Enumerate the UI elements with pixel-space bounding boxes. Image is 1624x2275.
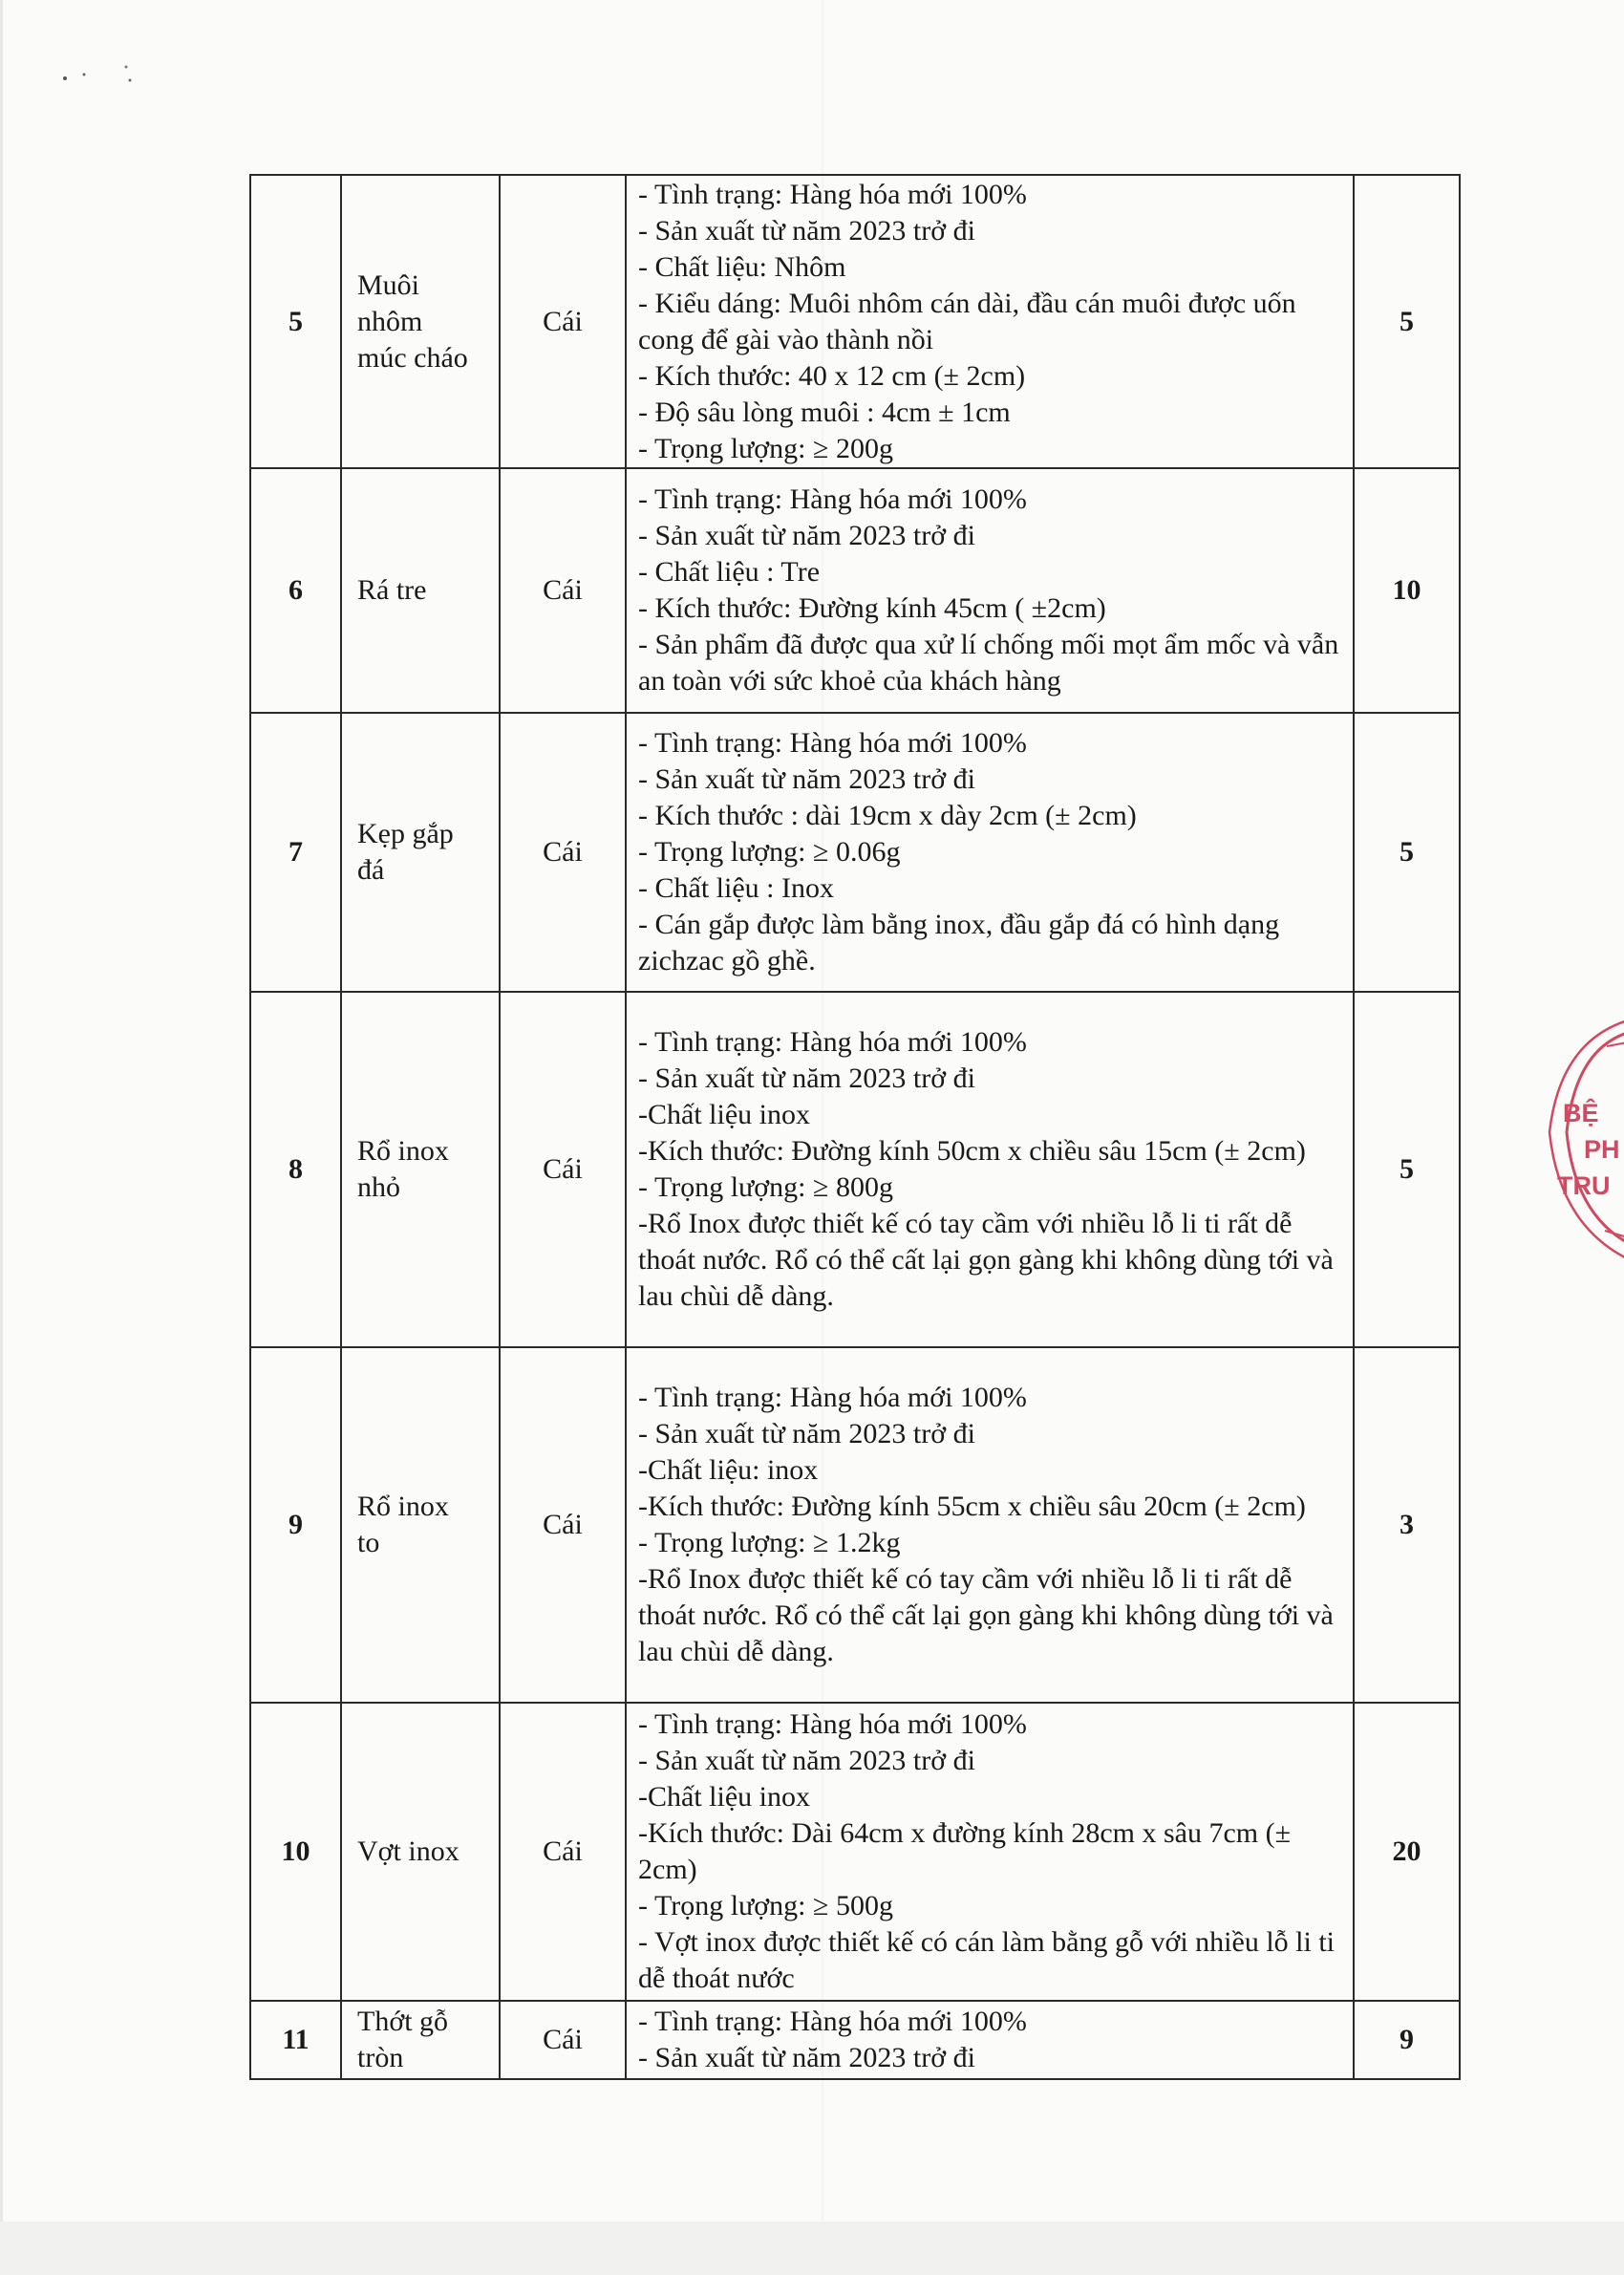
- spec-line: - Kích thước: Đường kính 45cm ( ±2cm): [638, 592, 1106, 624]
- spec-line: - Tình trạng: Hàng hóa mới 100%: [638, 1708, 1027, 1740]
- spec-line: -Kích thước: Đường kính 50cm x chiều sâu 15cm (± 2cm): [638, 1135, 1306, 1167]
- item-quantity: 5: [1354, 175, 1460, 468]
- spec-line: - Sản xuất từ năm 2023 trở đi: [638, 520, 975, 551]
- spec-line: - Trọng lượng: ≥ 800g: [638, 1171, 893, 1203]
- table-row: [250, 1703, 1460, 2001]
- spec-line: -Kích thước: Dài 64cm x đường kính 28cm x sâu 7cm (± 2cm): [638, 1817, 1292, 1885]
- item-name: [341, 468, 500, 713]
- spec-line: - Tình trạng: Hàng hóa mới 100%: [638, 2006, 1027, 2037]
- item-name-line: múc cháo: [357, 341, 468, 374]
- spec-line: - Kiểu dáng: Muôi nhôm cán dài, đầu cán muôi được uốn cong để gài vào thành nồi: [638, 287, 1296, 355]
- spec-table: [249, 174, 1461, 2080]
- spec-line: - Chất liệu : Inox: [638, 872, 834, 904]
- spec-line: - Trọng lượng: ≥ 500g: [638, 1890, 893, 1921]
- spec-line: - Tình trạng: Hàng hóa mới 100%: [638, 178, 1027, 210]
- item-quantity: 9: [1354, 2001, 1460, 2079]
- row-number: 9: [250, 1347, 341, 1703]
- item-name-line: to: [357, 1527, 380, 1558]
- row-number: 8: [250, 992, 341, 1347]
- spec-line: - Tình trạng: Hàng hóa mới 100%: [638, 483, 1027, 515]
- table-row: [250, 468, 1460, 713]
- item-spec: [626, 2001, 1354, 2079]
- item-unit: Cái: [500, 713, 626, 992]
- spec-line: - Sản xuất từ năm 2023 trở đi: [638, 1418, 975, 1449]
- spec-line: - Tình trạng: Hàng hóa mới 100%: [638, 1382, 1027, 1413]
- item-unit: Cái: [500, 1347, 626, 1703]
- row-number: 11: [250, 2001, 341, 2079]
- stamp-text-line: PH: [1584, 1135, 1620, 1164]
- spec-line: - Sản xuất từ năm 2023 trở đi: [638, 763, 975, 795]
- spec-line: - Sản phẩm đã được qua xử lí chống mối mọt ẩm mốc và vẫn an toàn với sức khoẻ của khách hàng: [638, 629, 1339, 697]
- spec-line: - Chất liệu : Tre: [638, 556, 821, 588]
- spec-line: - Sản xuất từ năm 2023 trở đi: [638, 1745, 975, 1776]
- spec-line: - Vợt inox được thiết kế có cán làm bằng gỗ với nhiều lỗ li ti dễ thoát nước: [638, 1926, 1335, 1994]
- row-number: 10: [250, 1703, 341, 2001]
- spec-line: - Sản xuất từ năm 2023 trở đi: [638, 1062, 975, 1094]
- spec-line: -Rổ Inox được thiết kế có tay cầm với nhiều lỗ li ti rất dễ thoát nước. Rổ có thể cất lại gọn gàng khi không dùng tới và lau chùi dễ dàng.: [638, 1563, 1334, 1667]
- item-unit: Cái: [500, 175, 626, 468]
- stamp-text-line: TRU: [1557, 1171, 1611, 1200]
- spec-line: - Chất liệu: Nhôm: [638, 250, 846, 283]
- item-name-line: đá: [357, 854, 385, 886]
- spec-line: -Kích thước: Đường kính 55cm x chiều sâu 20cm (± 2cm): [638, 1491, 1306, 1522]
- item-name: [341, 713, 500, 992]
- item-name-line: Kẹp gắp: [357, 818, 454, 849]
- item-name-line: tròn: [357, 2042, 404, 2073]
- scan-edge: [0, 0, 3, 2275]
- spec-line: - Kích thước : dài 19cm x dày 2cm (± 2cm): [638, 800, 1137, 831]
- item-quantity: 10: [1354, 468, 1460, 713]
- row-number: 7: [250, 713, 341, 992]
- item-unit: Cái: [500, 2001, 626, 2079]
- spec-line: - Trọng lượng: ≥ 1.2kg: [638, 1527, 901, 1558]
- stamp-text-line: BỆ: [1563, 1099, 1599, 1127]
- item-spec: [626, 1703, 1354, 2001]
- scan-specks: [38, 38, 153, 96]
- item-name: [341, 992, 500, 1347]
- spec-table-body: [250, 175, 1460, 2079]
- item-unit: Cái: [500, 1703, 626, 2001]
- item-name-line: Muôi: [357, 268, 420, 301]
- item-name-line: Rá tre: [357, 574, 427, 606]
- item-name-line: nhôm: [357, 305, 423, 337]
- item-spec: [626, 992, 1354, 1347]
- spec-line: -Chất liệu inox: [638, 1099, 810, 1130]
- spec-line: - Cán gắp được làm bằng inox, đầu gắp đá có hình dạng zichzac gồ ghề.: [638, 909, 1280, 977]
- item-unit: Cái: [500, 468, 626, 713]
- item-name-line: Thớt gỗ: [357, 2006, 449, 2037]
- table-row: [250, 1347, 1460, 1703]
- item-name-line: Vợt inox: [357, 1835, 459, 1867]
- item-quantity: 3: [1354, 1347, 1460, 1703]
- table-row: [250, 2001, 1460, 2079]
- spec-line: - Trọng lượng: ≥ 0.06g: [638, 836, 901, 868]
- spec-line: - Trọng lượng: ≥ 200g: [638, 432, 893, 464]
- table-row: [250, 713, 1460, 992]
- item-name: [341, 1347, 500, 1703]
- spec-line: - Độ sâu lòng muôi : 4cm ± 1cm: [638, 396, 1011, 428]
- item-name-line: Rổ inox: [357, 1491, 449, 1522]
- spec-line: - Sản xuất từ năm 2023 trở đi: [638, 2042, 975, 2073]
- item-quantity: 5: [1354, 713, 1460, 992]
- item-spec: [626, 1347, 1354, 1703]
- item-quantity: 20: [1354, 1703, 1460, 2001]
- row-number: 6: [250, 468, 341, 713]
- item-spec: [626, 468, 1354, 713]
- spec-line: - Tình trạng: Hàng hóa mới 100%: [638, 727, 1027, 759]
- item-unit: Cái: [500, 992, 626, 1347]
- table-row: [250, 992, 1460, 1347]
- item-name: [341, 175, 500, 468]
- spec-line: -Chất liệu inox: [638, 1781, 810, 1813]
- item-quantity: 5: [1354, 992, 1460, 1347]
- table-row: [250, 175, 1460, 468]
- item-name-line: Rổ inox: [357, 1135, 449, 1167]
- spec-line: -Rổ Inox được thiết kế có tay cầm với nhiều lỗ li ti rất dễ thoát nước. Rổ có thể cất lại gọn gàng khi không dùng tới và lau chùi dễ dàng.: [638, 1208, 1334, 1312]
- spec-line: -Chất liệu: inox: [638, 1454, 819, 1486]
- item-spec: [626, 713, 1354, 992]
- spec-line: - Kích thước: 40 x 12 cm (± 2cm): [638, 359, 1026, 392]
- scan-bottom-band: [0, 2221, 1624, 2275]
- item-spec: [626, 175, 1354, 468]
- item-name: [341, 1703, 500, 2001]
- row-number: 5: [250, 175, 341, 468]
- item-name: [341, 2001, 500, 2079]
- spec-line: - Tình trạng: Hàng hóa mới 100%: [638, 1026, 1027, 1058]
- item-name-line: nhỏ: [357, 1171, 400, 1203]
- spec-line: - Sản xuất từ năm 2023 trở đi: [638, 214, 975, 247]
